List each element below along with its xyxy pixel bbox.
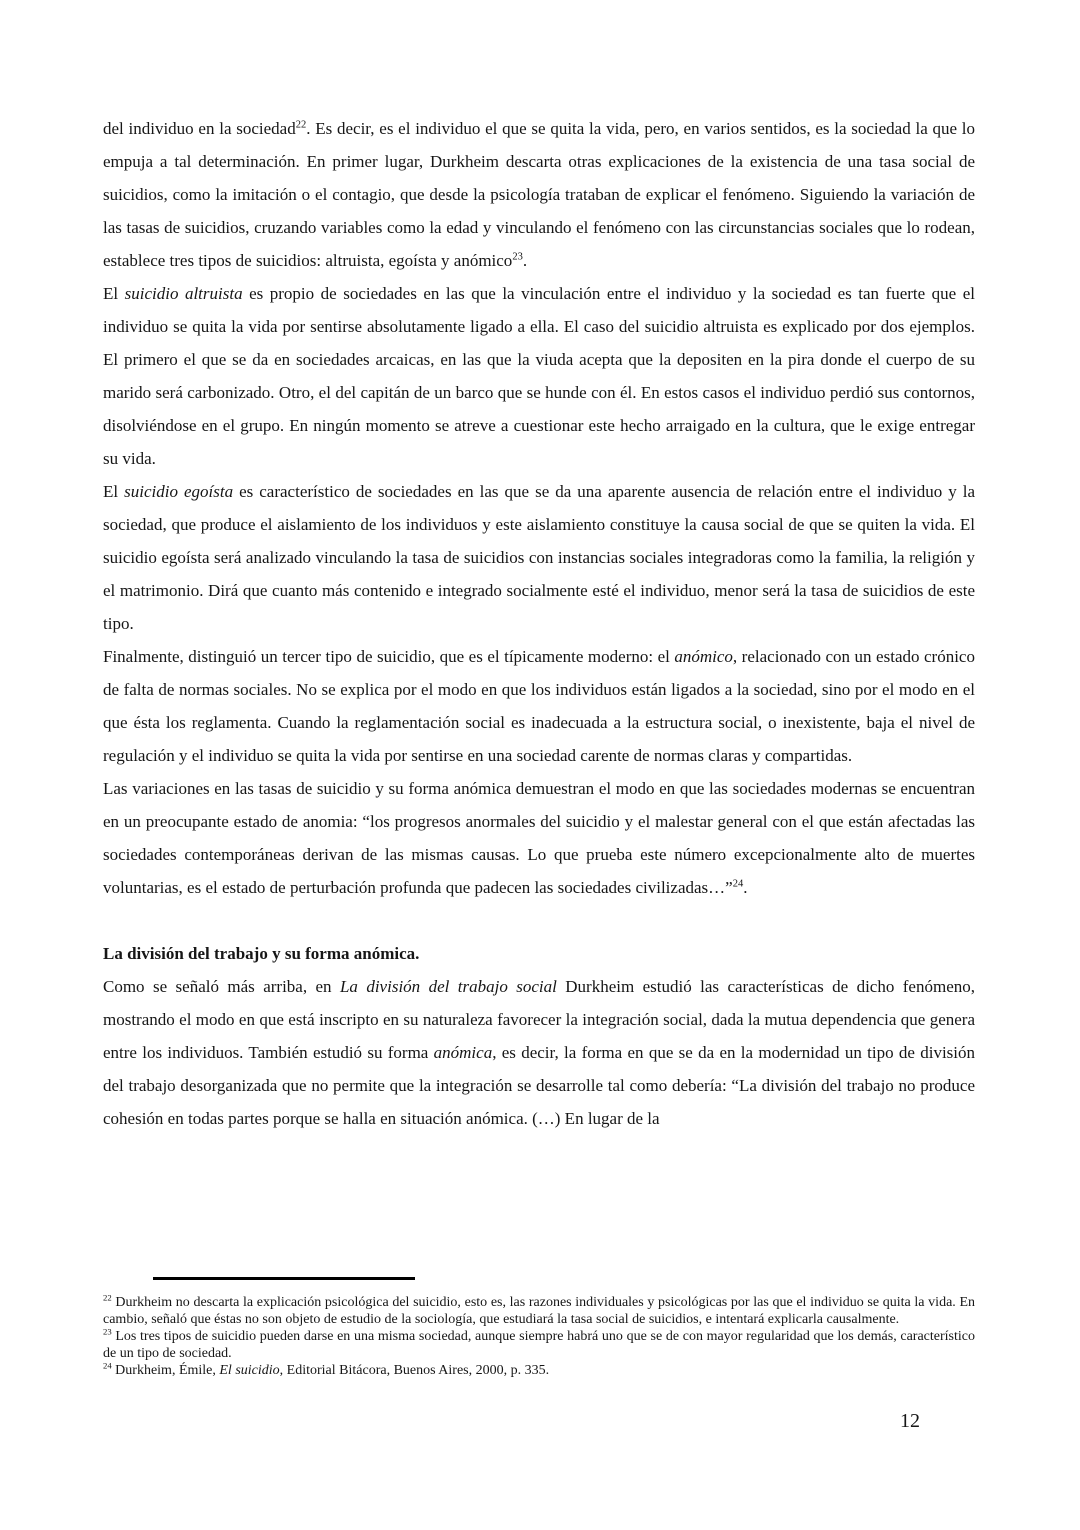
footnote-list	[103, 1294, 975, 1379]
paragraph-egoistic-suicide: El suicidio egoísta es característico de sociedades en las que se da una aparente ausencia de relación entre el individuo y la sociedad, que produce el aislamiento de los individuos y este aislamiento constituye la causa social de que se quiten la vida. El suicidio egoísta será analizado vinculando la tasa de suicidios con instancias sociales integradoras como la familia, la religión y el matrimonio. Dirá que cuanto más contenido e integrado socialmente esté el individuo, menor será la tasa de suicidios de este tipo.	[103, 482, 975, 633]
footnote-24: $^{24}$ Durkheim, Émile, El suicidio, Editorial Bitácora, Buenos Aires, 2000, p. 335.	[103, 1360, 550, 1378]
footnote-23: $^{23}$ Los tres tipos de suicidio pueden darse en una misma sociedad, aunque siempre habrá uno que se de con mayor regularidad que los demás, característico de un tipo de sociedad.	[103, 1326, 975, 1361]
italic-text: suicidio egoísta	[124, 482, 234, 501]
footnote-reference: 24	[732, 878, 744, 890]
italic-text: anómica	[433, 1043, 493, 1062]
italic-text: El suicidio	[219, 1363, 280, 1378]
italic-text: suicidio altruista	[124, 284, 243, 303]
footnote-separator-rule	[153, 1277, 415, 1280]
footnote-marker: 22	[103, 1292, 112, 1303]
footnote-reference: 22	[295, 119, 307, 131]
footnote-reference: 23	[512, 251, 523, 263]
document-body	[103, 112, 975, 1135]
footnote-marker: 24	[103, 1360, 112, 1371]
italic-text: La división del trabajo social	[339, 977, 557, 996]
section-heading-division-of-labor: La división del trabajo y su forma anómica.	[103, 944, 420, 963]
paragraph-altruistic-suicide: El suicidio altruista es propio de sociedades en las que la vinculación entre el individuo y la sociedad es tan fuerte que el individuo se quita la vida por sentirse absolutamente ligado a ella. El caso del suicidio altruista es explicado por dos ejemplos. El primero el que se da en sociedades arcaicas, en las que la viuda acepta que la depositen en la pira donde el cuerpo de su marido será carbonizado. Otro, el del capitán de un barco que se hunde con él. En estos casos el individuo perdió sus contornos, disolviéndose en el grupo. En ningún momento se atreve a cuestionar este hecho arraigado en la cultura, que le exige entregar su vida.	[103, 284, 975, 468]
footnote-marker: 23	[103, 1326, 112, 1337]
paragraph-suicide-and-society: del individuo en la sociedad$^{22}$. Es decir, es el individuo el que se quita la vida, pero, en varios sentidos, es la sociedad la que lo empuja a tal determinación. En primer lugar, Durkheim descarta otras explicaciones de la existencia de una tasa social de suicidios, como la imitación o el contagio, que desde la psicología trataban de explicar el fenómeno. Siguiendo la variación de las tasas de suicidios, cruzando variables como la edad y vinculando el fenómeno con las circunstancias sociales que lo rodean, establece tres tipos de suicidios: altruista, egoísta y anómico$^{23}$.	[103, 119, 975, 270]
paragraph-division-of-labor: Como se señaló más arriba, en La división del trabajo social Durkheim estudió las características de dicho fenómeno, mostrando el modo en que está inscripto en su naturaleza favorecer la integración social, dada la mutua dependencia que genera entre los individuos. También estudió su forma anómica, es decir, la forma en que se da en la modernidad un tipo de división del trabajo desorganizada que no permite que la integración se desarrolle tal como debería: “La división del trabajo no produce cohesión en todas partes porque se halla en situación anómica. (…) En lugar de la	[103, 977, 976, 1128]
italic-text: anómico	[674, 647, 733, 666]
paragraph-anomic-suicide: Finalmente, distinguió un tercer tipo de suicidio, que es el típicamente moderno: el anómico, relacionado con un estado crónico de falta de normas sociales. No se explica por el modo en que los individuos están ligados a la sociedad, sino por el modo en el que ésta los reglamenta. Cuando la reglamentación social es inadecuada a la estructura social, o inexistente, baja el nivel de regulación y el individuo se quita la vida por sentirse en una sociedad carente de normas claras y compartidas.	[103, 647, 975, 765]
paragraph-anomie-variations: Las variaciones en las tasas de suicidio y su forma anómica demuestran el modo en que las sociedades modernas se encuentran en un preocupante estado de anomia: “los progresos anormales del suicidio y el malestar general con el que están afectadas las sociedades contemporáneas derivan de las mismas causas. Lo que prueba este número excepcionalmente alto de muertes voluntarias, es el estado de perturbación profunda que padecen las sociedades civilizadas…”$^{24}$.	[103, 779, 975, 897]
footnote-22: $^{22}$ Durkheim no descarta la explicación psicológica del suicidio, esto es, las razones individuales y psicológicas por las que el individuo se quita la vida. En cambio, señaló que éstas no son objeto de estudio de la sociología, que estudiará la tasa social de suicidios, e intentará explicarla causalmente.	[103, 1292, 976, 1327]
page-number: 12	[900, 1410, 920, 1432]
footnotes-section	[103, 1277, 975, 1379]
